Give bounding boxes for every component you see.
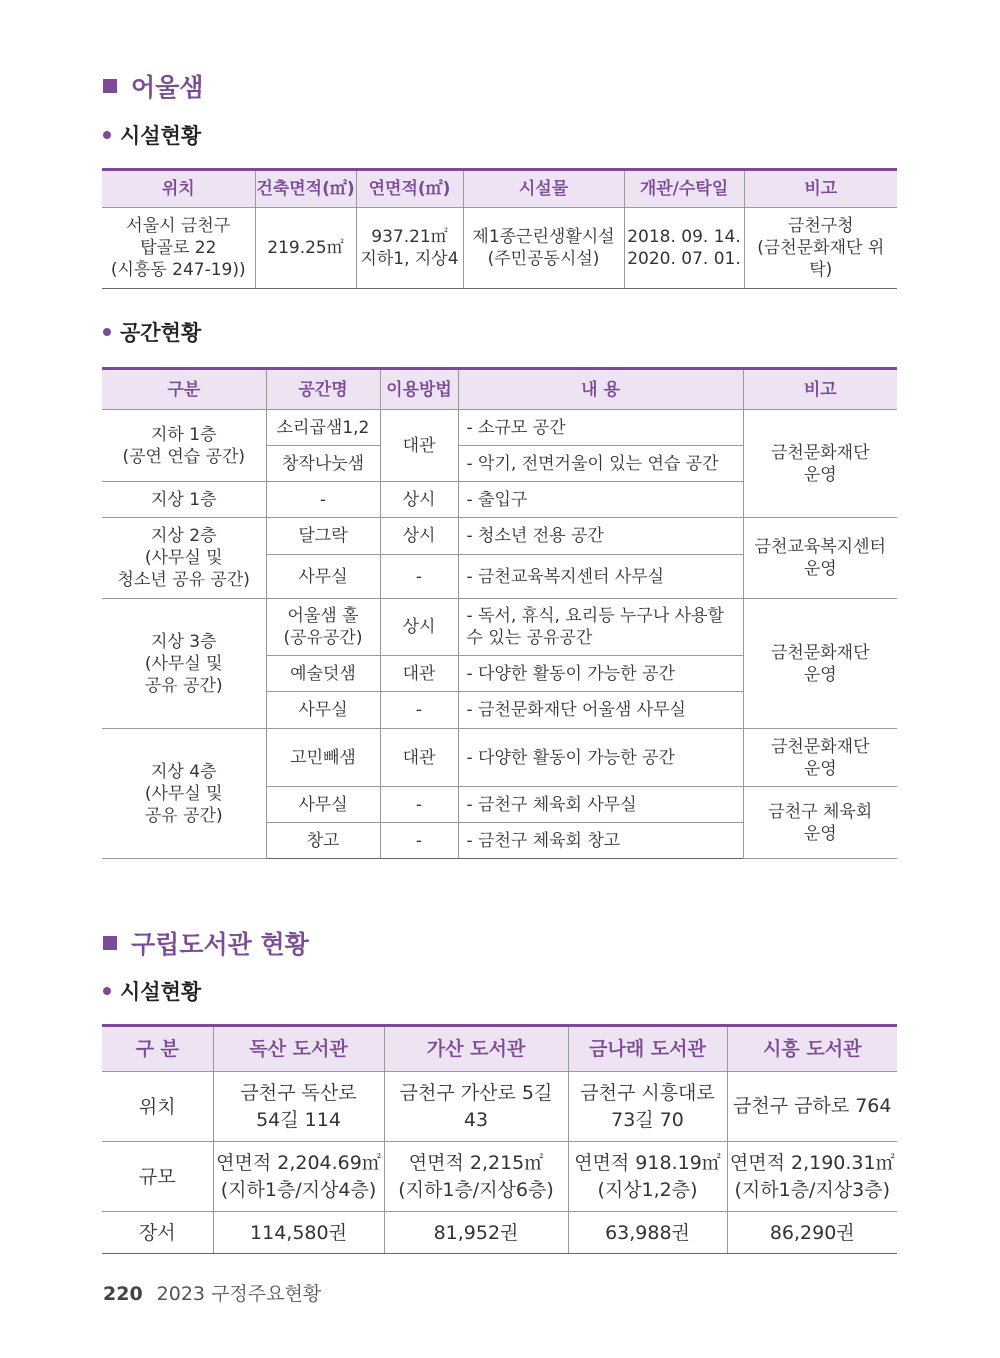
cell-usage: 대관: [380, 410, 458, 482]
section-title-text: 구립도서관 현황: [131, 930, 309, 959]
cell-space-name: 창작나눗샘: [266, 446, 380, 482]
page-number: 220: [103, 1283, 143, 1305]
cell-content: - 청소년 전용 공간: [458, 518, 743, 555]
cell-usage: -: [380, 555, 458, 599]
cell-space-name: -: [266, 482, 380, 518]
cell-value: 114,580권: [213, 1212, 384, 1254]
table-row: [102, 518, 897, 555]
table-row: [102, 208, 897, 289]
header-gasan-library: 가산 도서관: [384, 1026, 568, 1072]
dot-bullet-icon: [103, 987, 111, 995]
cell-space-name: 예술덧샘: [266, 656, 380, 692]
table-row: [102, 1142, 897, 1212]
cell-usage: 상시: [380, 599, 458, 656]
cell-total-area: 937.21㎡ 지하1, 지상4: [356, 208, 463, 289]
table-row: [102, 410, 897, 446]
library-facility-table: [102, 1024, 897, 1254]
table-header-row: [102, 170, 897, 208]
cell-value: 연면적 2,190.31㎡ (지하1층/지상3층): [727, 1142, 897, 1212]
cell-usage: 대관: [380, 656, 458, 692]
cell-usage: -: [380, 823, 458, 859]
cell-floor-f2: 지상 2층 (사무실 및 청소년 공유 공간): [102, 518, 266, 599]
table-row: [102, 729, 897, 787]
cell-note: 금천구청 (금천문화재단 위탁): [744, 208, 897, 289]
cell-value: 86,290권: [727, 1212, 897, 1254]
cell-note-3: 금천문화재단 운영: [743, 599, 897, 729]
cell-space-name: 창고: [266, 823, 380, 859]
table-row: [102, 1072, 897, 1142]
dot-bullet-icon: [103, 328, 111, 336]
header-category: 구분: [102, 369, 266, 410]
cell-content: - 소규모 공간: [458, 410, 743, 446]
book-title: 2023 구정주요현황: [156, 1283, 322, 1305]
cell-content: - 독서, 휴식, 요리등 누구나 사용할 수 있는 공유공간: [458, 599, 743, 656]
cell-space-name: 사무실: [266, 787, 380, 823]
cell-value: 금천구 금하로 764: [727, 1072, 897, 1142]
header-content: 내 용: [458, 369, 743, 410]
section-title-eoulsaem: [103, 68, 203, 104]
cell-usage: 상시: [380, 518, 458, 555]
header-note: 비고: [743, 369, 897, 410]
header-doksan-library: 독산 도서관: [213, 1026, 384, 1072]
cell-space-name: 고민빼샘: [266, 729, 380, 787]
header-siheung-library: 시흥 도서관: [727, 1026, 897, 1072]
cell-content: - 금천구 체육회 사무실: [458, 787, 743, 823]
header-facility: 시설물: [463, 170, 624, 208]
cell-space-name: 사무실: [266, 692, 380, 729]
section-title-library: [103, 925, 309, 961]
cell-value: 금천구 가산로 5길 43: [384, 1072, 568, 1142]
cell-usage: -: [380, 787, 458, 823]
header-space-name: 공간명: [266, 369, 380, 410]
cell-value: 금천구 독산로 54길 114: [213, 1072, 384, 1142]
header-geumnarae-library: 금나래 도서관: [568, 1026, 727, 1072]
cell-usage: 상시: [380, 482, 458, 518]
cell-content: - 금천문화재단 어울샘 사무실: [458, 692, 743, 729]
subtitle-facility-2: [103, 976, 201, 1006]
eoulsaem-space-table: [102, 367, 897, 859]
cell-value: 연면적 2,215㎡ (지하1층/지상6층): [384, 1142, 568, 1212]
cell-row-label: 장서: [102, 1212, 213, 1254]
cell-content: - 금천구 체육회 창고: [458, 823, 743, 859]
cell-space-name: 달그락: [266, 518, 380, 555]
cell-value: 금천구 시흥대로 73길 70: [568, 1072, 727, 1142]
cell-content: - 금천교육복지센터 사무실: [458, 555, 743, 599]
table-header-row: [102, 369, 897, 410]
cell-note-2: 금천교육복지센터 운영: [743, 518, 897, 599]
cell-floor-f3: 지상 3층 (사무실 및 공유 공간): [102, 599, 266, 729]
subtitle-text: 시설현황: [120, 124, 202, 148]
subtitle-space: [103, 317, 201, 347]
cell-content: - 다양한 활동이 가능한 공간: [458, 656, 743, 692]
cell-floor-f4: 지상 4층 (사무실 및 공유 공간): [102, 729, 266, 859]
subtitle-text: 공간현황: [120, 321, 202, 345]
cell-floor-f1: 지상 1층: [102, 482, 266, 518]
cell-dates: 2018. 09. 14. 2020. 07. 01.: [624, 208, 744, 289]
cell-usage: 대관: [380, 729, 458, 787]
header-category: 구 분: [102, 1026, 213, 1072]
cell-note-4: 금천문화재단 운영: [743, 729, 897, 787]
cell-value: 81,952권: [384, 1212, 568, 1254]
cell-note-5: 금천구 체육회 운영: [743, 787, 897, 859]
page-footer: [103, 1279, 321, 1306]
subtitle-text: 시설현황: [120, 980, 202, 1004]
square-bullet-icon: [103, 79, 117, 93]
cell-building-area: 219.25㎡: [255, 208, 356, 289]
cell-space-name: 소리곱샘1,2: [266, 410, 380, 446]
header-dates: 개관/수탁일: [624, 170, 744, 208]
cell-content: - 다양한 활동이 가능한 공간: [458, 729, 743, 787]
cell-usage: -: [380, 692, 458, 729]
cell-row-label: 규모: [102, 1142, 213, 1212]
square-bullet-icon: [103, 936, 117, 950]
cell-value: 연면적 2,204.69㎡ (지하1층/지상4층): [213, 1142, 384, 1212]
section-title-text: 어울샘: [131, 73, 204, 102]
header-location: 위치: [102, 170, 255, 208]
cell-space-name: 어울샘 홀 (공유공간): [266, 599, 380, 656]
cell-row-label: 위치: [102, 1072, 213, 1142]
eoulsaem-facility-table: [102, 168, 897, 289]
cell-note-1: 금천문화재단 운영: [743, 410, 897, 518]
header-note: 비고: [744, 170, 897, 208]
table-row: [102, 1212, 897, 1254]
cell-location: 서울시 금천구 탑골로 22 (시흥동 247-19)): [102, 208, 255, 289]
header-total-area: 연면적(㎡): [356, 170, 463, 208]
table-header-row: [102, 1026, 897, 1072]
cell-floor-b1: 지하 1층 (공연 연습 공간): [102, 410, 266, 482]
cell-space-name: 사무실: [266, 555, 380, 599]
cell-value: 63,988권: [568, 1212, 727, 1254]
cell-content: - 출입구: [458, 482, 743, 518]
header-building-area: 건축면적(㎡): [255, 170, 356, 208]
cell-value: 연면적 918.19㎡ (지상1,2층): [568, 1142, 727, 1212]
table-row: [102, 599, 897, 656]
dot-bullet-icon: [103, 131, 111, 139]
header-usage: 이용방법: [380, 369, 458, 410]
cell-content: - 악기, 전면거울이 있는 연습 공간: [458, 446, 743, 482]
cell-facility: 제1종근린생활시설 (주민공동시설): [463, 208, 624, 289]
subtitle-facility-1: [103, 120, 201, 150]
